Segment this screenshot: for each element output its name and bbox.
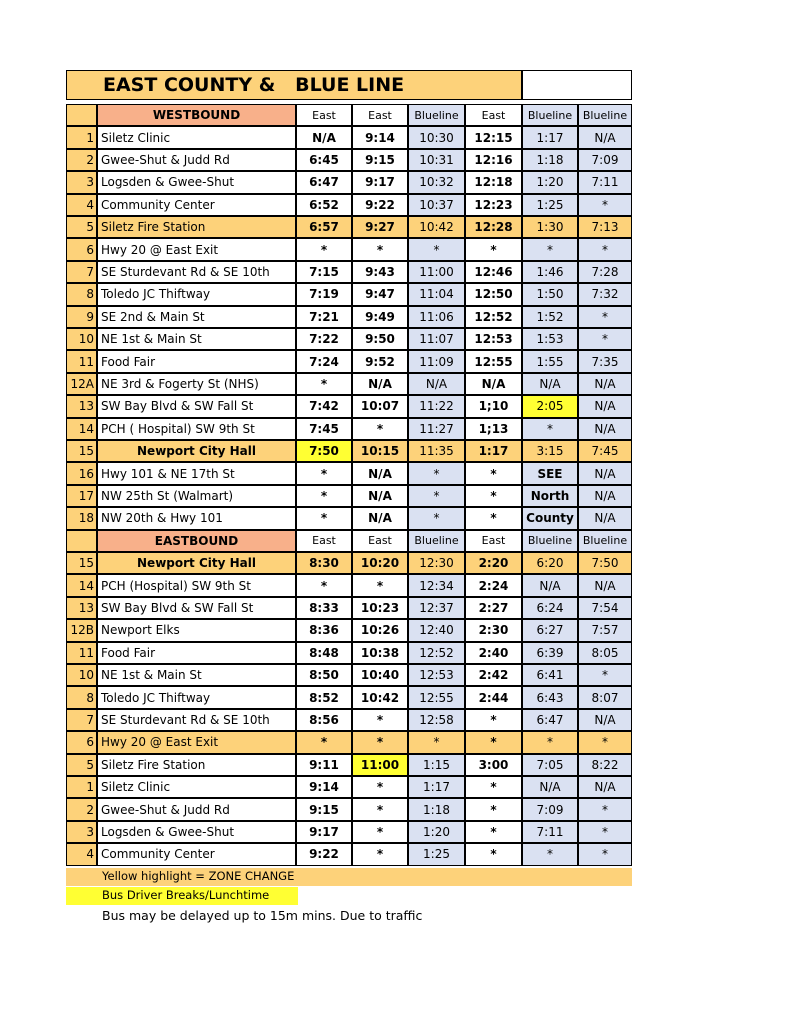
eastbound-direction-label: EASTBOUND xyxy=(97,530,296,552)
departure-time: 7:50 xyxy=(296,440,352,462)
departure-time: 1:20 xyxy=(408,821,465,843)
departure-time: 8:36 xyxy=(296,619,352,641)
eastbound-column-header: East xyxy=(296,530,352,552)
stop-number: 13 xyxy=(66,395,97,417)
departure-time: 1;10 xyxy=(465,395,522,417)
departure-time: 11:27 xyxy=(408,418,465,440)
departure-time: 6:43 xyxy=(522,686,578,708)
departure-time: 12:55 xyxy=(408,686,465,708)
departure-time: 2:30 xyxy=(465,619,522,641)
departure-time: 7:57 xyxy=(578,619,632,641)
departure-time: * xyxy=(578,194,632,216)
westbound-column-header: Blueline xyxy=(578,104,632,126)
departure-time: 6:45 xyxy=(296,149,352,171)
stop-name: NW 20th & Hwy 101 xyxy=(97,507,296,529)
departure-time: 12:28 xyxy=(465,216,522,238)
departure-time: 12:16 xyxy=(465,149,522,171)
departure-time: 9:15 xyxy=(296,798,352,820)
departure-time: * xyxy=(522,238,578,260)
stop-number: 18 xyxy=(66,507,97,529)
stop-name: Hwy 20 @ East Exit xyxy=(97,731,296,753)
departure-time: 8:56 xyxy=(296,709,352,731)
stop-number: 1 xyxy=(66,126,97,148)
stop-name: SW Bay Blvd & SW Fall St xyxy=(97,395,296,417)
departure-time: 11:35 xyxy=(408,440,465,462)
stop-number: 7 xyxy=(66,709,97,731)
departure-time: * xyxy=(296,731,352,753)
departure-time: * xyxy=(296,574,352,596)
stop-number: 7 xyxy=(66,261,97,283)
departure-time: 12:52 xyxy=(408,642,465,664)
departure-time: * xyxy=(522,843,578,865)
departure-time: * xyxy=(352,798,408,820)
departure-time: * xyxy=(465,462,522,484)
departure-time: N/A xyxy=(578,462,632,484)
eastbound-column-header: Blueline xyxy=(578,530,632,552)
departure-time: 10:40 xyxy=(352,664,408,686)
stop-number: 11 xyxy=(66,350,97,372)
departure-time: 6:27 xyxy=(522,619,578,641)
departure-time: N/A xyxy=(465,373,522,395)
departure-time: * xyxy=(465,843,522,865)
departure-time: N/A xyxy=(578,776,632,798)
departure-time: 7:50 xyxy=(578,552,632,574)
eastbound-column-header: East xyxy=(352,530,408,552)
departure-time: 8:50 xyxy=(296,664,352,686)
departure-time: 1:46 xyxy=(522,261,578,283)
departure-time: * xyxy=(578,306,632,328)
stop-number: 15 xyxy=(66,440,97,462)
departure-time: 7:19 xyxy=(296,283,352,305)
departure-time: 9:47 xyxy=(352,283,408,305)
departure-time: * xyxy=(578,328,632,350)
departure-time: 12:15 xyxy=(465,126,522,148)
departure-time: 2:20 xyxy=(465,552,522,574)
stop-name: Newport City Hall xyxy=(97,440,296,462)
departure-time: 1:55 xyxy=(522,350,578,372)
departure-time: 9:43 xyxy=(352,261,408,283)
departure-time: 9:22 xyxy=(352,194,408,216)
departure-time: N/A xyxy=(578,709,632,731)
departure-time: * xyxy=(465,709,522,731)
departure-time: 6:24 xyxy=(522,597,578,619)
stop-name: Toledo JC Thiftway xyxy=(97,686,296,708)
departure-time: * xyxy=(465,731,522,753)
departure-time: 12:53 xyxy=(465,328,522,350)
stop-number: 9 xyxy=(66,306,97,328)
stop-number: 4 xyxy=(66,843,97,865)
departure-time: 12:34 xyxy=(408,574,465,596)
departure-time: 6:52 xyxy=(296,194,352,216)
departure-time: 2:42 xyxy=(465,664,522,686)
schedule-title: EAST COUNTY & BLUE LINE xyxy=(66,70,522,100)
departure-time: N/A xyxy=(578,485,632,507)
westbound-column-header: East xyxy=(296,104,352,126)
departure-time: 1:25 xyxy=(522,194,578,216)
departure-time: * xyxy=(408,485,465,507)
departure-time: * xyxy=(352,709,408,731)
departure-time: 11:00 xyxy=(352,754,408,776)
stop-number: 2 xyxy=(66,149,97,171)
departure-time: 10:42 xyxy=(352,686,408,708)
departure-time: 1:18 xyxy=(522,149,578,171)
departure-time: 8:52 xyxy=(296,686,352,708)
departure-time: N/A xyxy=(578,574,632,596)
departure-time: * xyxy=(352,821,408,843)
departure-time: 12:55 xyxy=(465,350,522,372)
departure-time: 10:31 xyxy=(408,149,465,171)
departure-time: 7:45 xyxy=(578,440,632,462)
departure-time: 7:35 xyxy=(578,350,632,372)
departure-time: 1:25 xyxy=(408,843,465,865)
departure-time: 9:14 xyxy=(352,126,408,148)
departure-time: 8:05 xyxy=(578,642,632,664)
departure-time: 9:15 xyxy=(352,149,408,171)
stop-name: Community Center xyxy=(97,843,296,865)
stop-number: 4 xyxy=(66,194,97,216)
departure-time: 1:20 xyxy=(522,171,578,193)
stop-name: PCH ( Hospital) SW 9th St xyxy=(97,418,296,440)
departure-time: * xyxy=(578,798,632,820)
departure-time: N/A xyxy=(352,373,408,395)
departure-time: * xyxy=(296,373,352,395)
stop-number: 8 xyxy=(66,283,97,305)
departure-time: * xyxy=(296,462,352,484)
departure-time: * xyxy=(578,238,632,260)
departure-time: 12:40 xyxy=(408,619,465,641)
stop-number: 6 xyxy=(66,238,97,260)
departure-time: 1:17 xyxy=(522,126,578,148)
departure-time: 7:11 xyxy=(578,171,632,193)
departure-time: * xyxy=(465,776,522,798)
stop-name: Gwee-Shut & Judd Rd xyxy=(97,149,296,171)
departure-time: N/A xyxy=(408,373,465,395)
westbound-column-header: Blueline xyxy=(522,104,578,126)
stop-number: 10 xyxy=(66,328,97,350)
departure-time: 11:00 xyxy=(408,261,465,283)
departure-time: 3:15 xyxy=(522,440,578,462)
stop-number: 12B xyxy=(66,619,97,641)
stop-number: 13 xyxy=(66,597,97,619)
stop-name: Siletz Clinic xyxy=(97,776,296,798)
stop-number: 1 xyxy=(66,776,97,798)
departure-time: 9:27 xyxy=(352,216,408,238)
legend-driver-breaks: Bus Driver Breaks/Lunchtime xyxy=(66,887,298,905)
departure-time: 7:42 xyxy=(296,395,352,417)
departure-time: N/A xyxy=(352,462,408,484)
stop-name: SE 2nd & Main St xyxy=(97,306,296,328)
departure-time: N/A xyxy=(578,126,632,148)
eastbound-header-blank xyxy=(66,530,97,552)
stop-name: Gwee-Shut & Judd Rd xyxy=(97,798,296,820)
departure-time: 9:11 xyxy=(296,754,352,776)
departure-time: * xyxy=(352,574,408,596)
departure-time: 1;13 xyxy=(465,418,522,440)
departure-time: * xyxy=(408,238,465,260)
stop-name: NE 3rd & Fogerty St (NHS) xyxy=(97,373,296,395)
departure-time: 8:48 xyxy=(296,642,352,664)
departure-time: 10:07 xyxy=(352,395,408,417)
departure-time: 6:47 xyxy=(522,709,578,731)
departure-time: * xyxy=(296,507,352,529)
departure-time: N/A xyxy=(578,507,632,529)
departure-time: * xyxy=(578,843,632,865)
stop-number: 3 xyxy=(66,171,97,193)
departure-time: 11:07 xyxy=(408,328,465,350)
departure-time: 12:18 xyxy=(465,171,522,193)
departure-time: 6:47 xyxy=(296,171,352,193)
stop-number: 5 xyxy=(66,754,97,776)
departure-time: 11:06 xyxy=(408,306,465,328)
westbound-column-header: Blueline xyxy=(408,104,465,126)
departure-time: N/A xyxy=(578,418,632,440)
departure-time: 12:23 xyxy=(465,194,522,216)
departure-time: 2:24 xyxy=(465,574,522,596)
departure-time: * xyxy=(578,731,632,753)
stop-name: Hwy 101 & NE 17th St xyxy=(97,462,296,484)
departure-time: * xyxy=(522,418,578,440)
eastbound-column-header: Blueline xyxy=(408,530,465,552)
departure-time: 9:52 xyxy=(352,350,408,372)
stop-number: 16 xyxy=(66,462,97,484)
departure-time: 7:24 xyxy=(296,350,352,372)
stop-number: 5 xyxy=(66,216,97,238)
departure-time: * xyxy=(465,798,522,820)
departure-time: 7:11 xyxy=(522,821,578,843)
departure-time: 12:58 xyxy=(408,709,465,731)
departure-time: 11:09 xyxy=(408,350,465,372)
stop-name: PCH (Hospital) SW 9th St xyxy=(97,574,296,596)
departure-time: 9:50 xyxy=(352,328,408,350)
departure-time: 10:37 xyxy=(408,194,465,216)
departure-time: County xyxy=(522,507,578,529)
stop-number: 12A xyxy=(66,373,97,395)
departure-time: 10:15 xyxy=(352,440,408,462)
departure-time: North xyxy=(522,485,578,507)
departure-time: 11:22 xyxy=(408,395,465,417)
departure-time: 9:49 xyxy=(352,306,408,328)
departure-time: 12:53 xyxy=(408,664,465,686)
title-blank-cell xyxy=(522,70,632,100)
stop-name: Community Center xyxy=(97,194,296,216)
departure-time: * xyxy=(352,418,408,440)
stop-number: 14 xyxy=(66,574,97,596)
westbound-column-header: East xyxy=(352,104,408,126)
departure-time: 7:09 xyxy=(522,798,578,820)
departure-time: N/A xyxy=(578,373,632,395)
departure-time: 12:52 xyxy=(465,306,522,328)
departure-time: * xyxy=(296,238,352,260)
departure-time: * xyxy=(465,485,522,507)
departure-time: N/A xyxy=(352,507,408,529)
departure-time: 7:09 xyxy=(578,149,632,171)
departure-time: 7:05 xyxy=(522,754,578,776)
departure-time: * xyxy=(408,731,465,753)
stop-number: 8 xyxy=(66,686,97,708)
departure-time: 12:37 xyxy=(408,597,465,619)
departure-time: 6:39 xyxy=(522,642,578,664)
stop-name: Food Fair xyxy=(97,642,296,664)
departure-time: 10:32 xyxy=(408,171,465,193)
departure-time: 10:30 xyxy=(408,126,465,148)
departure-time: 9:17 xyxy=(296,821,352,843)
departure-time: 6:20 xyxy=(522,552,578,574)
eastbound-column-header: Blueline xyxy=(522,530,578,552)
stop-name: Logsden & Gwee-Shut xyxy=(97,171,296,193)
departure-time: 10:38 xyxy=(352,642,408,664)
departure-time: N/A xyxy=(522,373,578,395)
departure-time: 2:05 xyxy=(522,395,578,417)
departure-time: 1:17 xyxy=(465,440,522,462)
departure-time: N/A xyxy=(578,395,632,417)
stop-name: NE 1st & Main St xyxy=(97,664,296,686)
departure-time: N/A xyxy=(296,126,352,148)
stop-number: 11 xyxy=(66,642,97,664)
stop-number: 14 xyxy=(66,418,97,440)
stop-number: 15 xyxy=(66,552,97,574)
departure-time: * xyxy=(352,238,408,260)
departure-time: * xyxy=(296,485,352,507)
departure-time: * xyxy=(465,507,522,529)
departure-time: * xyxy=(578,664,632,686)
stop-name: Siletz Fire Station xyxy=(97,754,296,776)
departure-time: 9:14 xyxy=(296,776,352,798)
stop-name: SE Sturdevant Rd & SE 10th xyxy=(97,261,296,283)
departure-time: 7:22 xyxy=(296,328,352,350)
departure-time: 3:00 xyxy=(465,754,522,776)
departure-time: * xyxy=(408,507,465,529)
departure-time: 12:46 xyxy=(465,261,522,283)
stop-number: 6 xyxy=(66,731,97,753)
stop-number: 10 xyxy=(66,664,97,686)
departure-time: 1:52 xyxy=(522,306,578,328)
delay-note: Bus may be delayed up to 15m mins. Due to traffic xyxy=(102,908,423,924)
departure-time: * xyxy=(408,462,465,484)
departure-time: 7:28 xyxy=(578,261,632,283)
departure-time: 1:53 xyxy=(522,328,578,350)
departure-time: 1:50 xyxy=(522,283,578,305)
departure-time: 1:17 xyxy=(408,776,465,798)
stop-name: Newport Elks xyxy=(97,619,296,641)
stop-name: Toledo JC Thiftway xyxy=(97,283,296,305)
westbound-direction-label: WESTBOUND xyxy=(97,104,296,126)
departure-time: 7:32 xyxy=(578,283,632,305)
departure-time: * xyxy=(352,843,408,865)
departure-time: 7:21 xyxy=(296,306,352,328)
departure-time: 11:04 xyxy=(408,283,465,305)
departure-time: 10:42 xyxy=(408,216,465,238)
departure-time: * xyxy=(352,731,408,753)
departure-time: 6:57 xyxy=(296,216,352,238)
stop-name: SW Bay Blvd & SW Fall St xyxy=(97,597,296,619)
departure-time: 10:26 xyxy=(352,619,408,641)
departure-time: 1:18 xyxy=(408,798,465,820)
departure-time: 7:45 xyxy=(296,418,352,440)
stop-name: SE Sturdevant Rd & SE 10th xyxy=(97,709,296,731)
departure-time: 1:30 xyxy=(522,216,578,238)
departure-time: 10:23 xyxy=(352,597,408,619)
stop-name: NW 25th St (Walmart) xyxy=(97,485,296,507)
departure-time: * xyxy=(352,776,408,798)
departure-time: 7:13 xyxy=(578,216,632,238)
stop-number: 2 xyxy=(66,798,97,820)
stop-number: 17 xyxy=(66,485,97,507)
departure-time: 8:33 xyxy=(296,597,352,619)
stop-name: NE 1st & Main St xyxy=(97,328,296,350)
departure-time: * xyxy=(465,238,522,260)
departure-time: 10:20 xyxy=(352,552,408,574)
departure-time: N/A xyxy=(522,776,578,798)
departure-time: 9:17 xyxy=(352,171,408,193)
departure-time: SEE xyxy=(522,462,578,484)
departure-time: 8:07 xyxy=(578,686,632,708)
departure-time: 6:41 xyxy=(522,664,578,686)
stop-name: Food Fair xyxy=(97,350,296,372)
stop-name: Hwy 20 @ East Exit xyxy=(97,238,296,260)
departure-time: * xyxy=(465,821,522,843)
departure-time: 1:15 xyxy=(408,754,465,776)
departure-time: 12:30 xyxy=(408,552,465,574)
departure-time: 2:44 xyxy=(465,686,522,708)
departure-time: 2:40 xyxy=(465,642,522,664)
eastbound-column-header: East xyxy=(465,530,522,552)
departure-time: 12:50 xyxy=(465,283,522,305)
departure-time: 8:30 xyxy=(296,552,352,574)
departure-time: * xyxy=(522,731,578,753)
departure-time: 8:22 xyxy=(578,754,632,776)
departure-time: 2:27 xyxy=(465,597,522,619)
stop-name: Logsden & Gwee-Shut xyxy=(97,821,296,843)
stop-number: 3 xyxy=(66,821,97,843)
departure-time: 9:22 xyxy=(296,843,352,865)
stop-name: Siletz Clinic xyxy=(97,126,296,148)
departure-time: * xyxy=(578,821,632,843)
stop-name: Siletz Fire Station xyxy=(97,216,296,238)
westbound-column-header: East xyxy=(465,104,522,126)
departure-time: N/A xyxy=(352,485,408,507)
departure-time: 7:54 xyxy=(578,597,632,619)
departure-time: N/A xyxy=(522,574,578,596)
stop-name: Newport City Hall xyxy=(97,552,296,574)
legend-zone-change: Yellow highlight = ZONE CHANGE xyxy=(66,868,632,886)
westbound-header-blank xyxy=(66,104,97,126)
departure-time: 7:15 xyxy=(296,261,352,283)
